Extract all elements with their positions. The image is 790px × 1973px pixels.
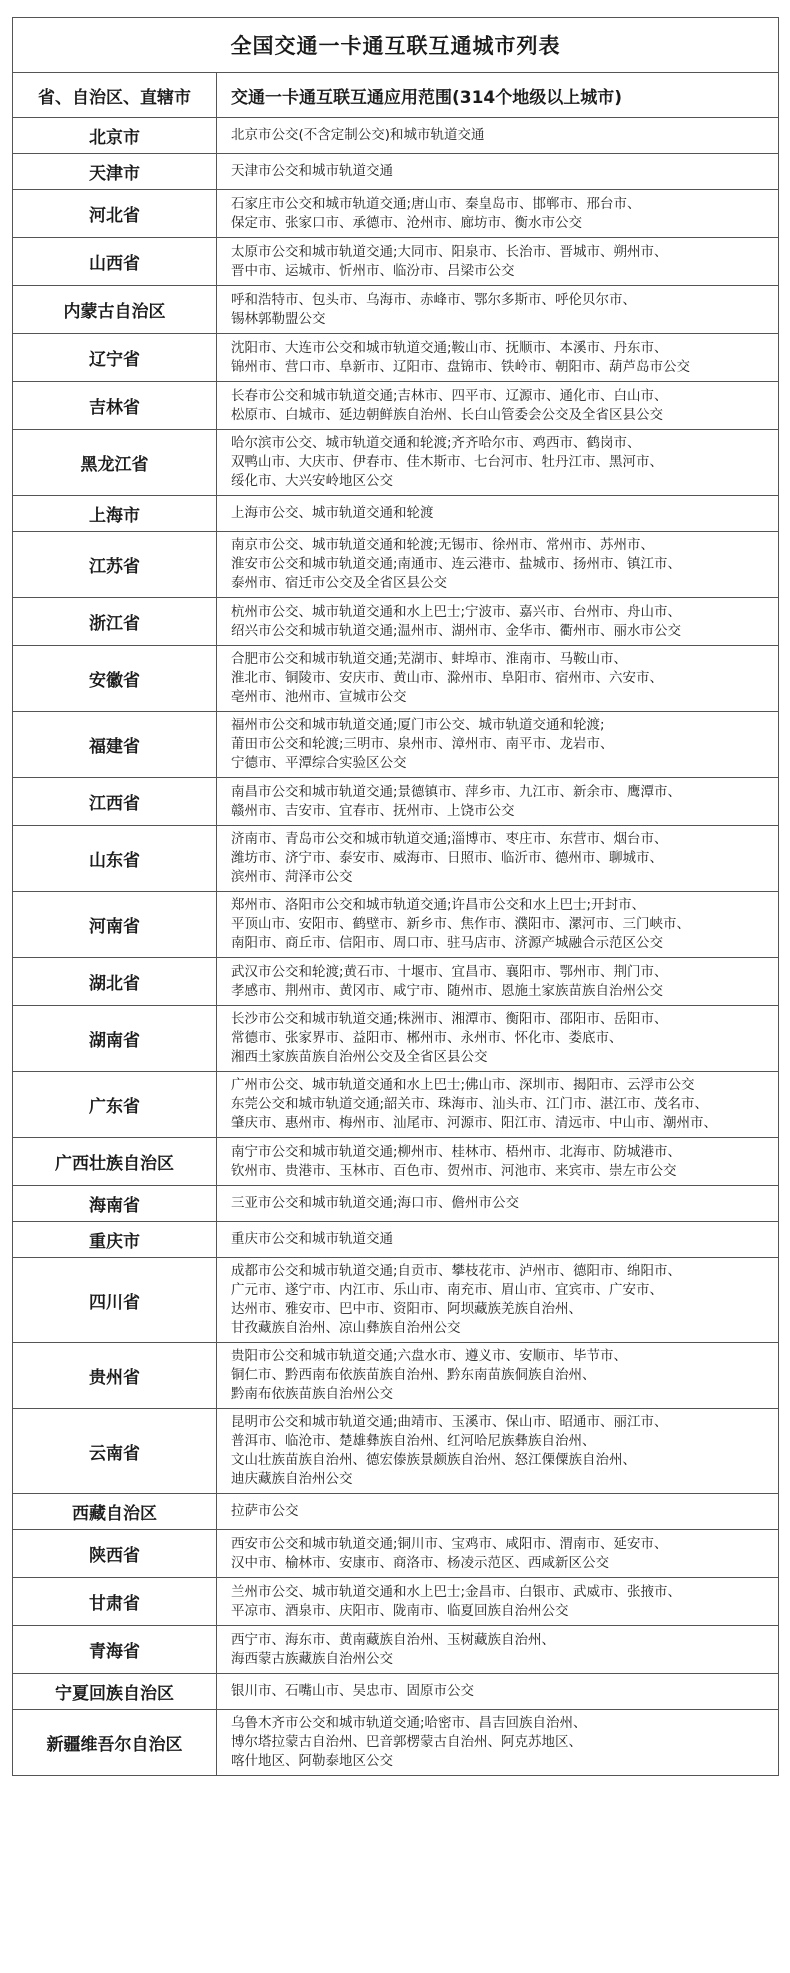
- region-scope: [217, 430, 779, 496]
- region-name: 宁夏回族自治区: [13, 1674, 217, 1710]
- scope-line: 东莞公交和城市轨道交通;韶关市、珠海市、汕头市、江门市、湛江市、茂名市、: [231, 1096, 709, 1112]
- scope-line: 兰州市公交、城市轨道交通和水上巴士;金昌市、白银市、武威市、张掖市、: [231, 1583, 682, 1600]
- scope-line: 保定市、张家口市、承德市、沧州市、廊坊市、衡水市公交: [231, 214, 582, 231]
- scope-line: 南宁市公交和城市轨道交通;柳州市、桂林市、梧州市、北海市、防城港市、: [231, 1143, 682, 1160]
- scope-line: 赣州市、吉安市、宜春市、抚州市、上饶市公交: [231, 802, 515, 819]
- table-row: [13, 1626, 779, 1674]
- scope-line: 武汉市公交和轮渡;黄石市、十堰市、宜昌市、襄阳市、鄂州市、荆门市、: [231, 963, 668, 980]
- region-scope: [217, 1578, 779, 1626]
- region-name: 山西省: [13, 238, 217, 286]
- scope-line: 亳州市、池州市、宣城市公交: [231, 689, 407, 705]
- table-row: [13, 1006, 779, 1072]
- region-scope: [217, 154, 779, 190]
- scope-line: 长春市公交和城市轨道交通;吉林市、四平市、辽源市、通化市、白山市、: [231, 387, 668, 404]
- scope-line: 锡林郭勒盟公交: [231, 310, 326, 327]
- region-scope: [217, 1530, 779, 1578]
- region-name: 安徽省: [13, 646, 217, 712]
- scope-line: 西安市公交和城市轨道交通;铜川市、宝鸡市、咸阳市、渭南市、延安市、: [231, 1535, 668, 1552]
- scope-line: 呼和浩特市、包头市、乌海市、赤峰市、鄂尔多斯市、呼伦贝尔市、: [231, 291, 636, 308]
- scope-line: 锦州市、营口市、阜新市、辽阳市、盘锦市、铁岭市、朝阳市、葫芦岛市公交: [231, 358, 690, 375]
- scope-line: 平顶山市、安阳市、鹤壁市、新乡市、焦作市、濮阳市、漯河市、三门峡市、: [231, 916, 690, 932]
- scope-line: 汉中市、榆林市、安康市、商洛市、杨凌示范区、西咸新区公交: [231, 1554, 609, 1571]
- region-name: 江西省: [13, 778, 217, 826]
- table-row: [13, 712, 779, 778]
- table-row: [13, 430, 779, 496]
- region-scope: [217, 778, 779, 826]
- scope-line: 淮安市公交和城市轨道交通;南通市、连云港市、盐城市、扬州市、镇江市、: [231, 556, 682, 572]
- scope-line: 湘西土家族苗族自治州公交及全省区县公交: [231, 1049, 488, 1065]
- region-name: 北京市: [13, 118, 217, 154]
- region-name: 内蒙古自治区: [13, 286, 217, 334]
- region-name: 四川省: [13, 1258, 217, 1343]
- table-row: [13, 1072, 779, 1138]
- scope-line: 郑州市、洛阳市公交和城市轨道交通;许昌市公交和水上巴士;开封市、: [231, 897, 646, 913]
- table-title: 全国交通一卡通互联互通城市列表: [13, 18, 779, 73]
- scope-line: 福州市公交和城市轨道交通;厦门市公交、城市轨道交通和轮渡;: [231, 717, 605, 733]
- region-name: 广东省: [13, 1072, 217, 1138]
- region-scope: [217, 238, 779, 286]
- region-name: 山东省: [13, 826, 217, 892]
- region-name: 海南省: [13, 1186, 217, 1222]
- table-row: [13, 646, 779, 712]
- table-row: [13, 892, 779, 958]
- scope-line: 长沙市公交和城市轨道交通;株洲市、湘潭市、衡阳市、邵阳市、岳阳市、: [231, 1011, 668, 1027]
- scope-line: 滨州市、菏泽市公交: [231, 869, 353, 885]
- scope-line: 银川市、石嘴山市、吴忠市、固原市公交: [231, 1683, 474, 1699]
- table-row: [13, 1674, 779, 1710]
- table-row: [13, 826, 779, 892]
- table-row: [13, 238, 779, 286]
- scope-line: 钦州市、贵港市、玉林市、百色市、贺州市、河池市、来宾市、崇左市公交: [231, 1162, 677, 1179]
- table-row: [13, 532, 779, 598]
- scope-line: 铜仁市、黔西南布依族苗族自治州、黔东南苗族侗族自治州、: [231, 1367, 596, 1383]
- region-name: 云南省: [13, 1409, 217, 1494]
- region-name: 新疆维吾尔自治区: [13, 1710, 217, 1776]
- scope-line: 肇庆市、惠州市、梅州市、汕尾市、河源市、阳江市、清远市、中山市、潮州市、: [231, 1115, 717, 1131]
- scope-line: 贵阳市公交和城市轨道交通;六盘水市、遵义市、安顺市、毕节市、: [231, 1348, 628, 1364]
- table-row: [13, 334, 779, 382]
- scope-line: 北京市公交(不含定制公交)和城市轨道交通: [231, 127, 485, 143]
- scope-line: 迪庆藏族自治州公交: [231, 1471, 353, 1487]
- scope-line: 松原市、白城市、延边朝鲜族自治州、长白山管委会公交及全省区县公交: [231, 406, 663, 423]
- scope-line: 南阳市、商丘市、信阳市、周口市、驻马店市、济源产城融合示范区公交: [231, 935, 663, 951]
- region-scope: [217, 1674, 779, 1710]
- region-name: 辽宁省: [13, 334, 217, 382]
- scope-line: 合肥市公交和城市轨道交通;芜湖市、蚌埠市、淮南市、马鞍山市、: [231, 651, 628, 667]
- scope-line: 重庆市公交和城市轨道交通: [231, 1231, 393, 1247]
- region-name: 江苏省: [13, 532, 217, 598]
- region-scope: [217, 1258, 779, 1343]
- city-list-table: [12, 17, 779, 1776]
- table-row: [13, 1530, 779, 1578]
- table-row: [13, 1258, 779, 1343]
- scope-line: 济南市、青岛市公交和城市轨道交通;淄博市、枣庄市、东营市、烟台市、: [231, 831, 668, 847]
- scope-line: 拉萨市公交: [231, 1503, 299, 1519]
- scope-line: 双鸭山市、大庆市、伊春市、佳木斯市、七台河市、牡丹江市、黑河市、: [231, 454, 663, 470]
- scope-line: 甘孜藏族自治州、凉山彝族自治州公交: [231, 1320, 461, 1336]
- region-scope: [217, 892, 779, 958]
- region-name: 河北省: [13, 190, 217, 238]
- region-name: 青海省: [13, 1626, 217, 1674]
- region-scope: [217, 1626, 779, 1674]
- scope-line: 达州市、雅安市、巴中市、资阳市、阿坝藏族羌族自治州、: [231, 1301, 582, 1317]
- scope-line: 乌鲁木齐市公交和城市轨道交通;哈密市、昌吉回族自治州、: [231, 1715, 587, 1731]
- table-row: [13, 1138, 779, 1186]
- region-scope: [217, 286, 779, 334]
- region-scope: [217, 646, 779, 712]
- scope-line: 哈尔滨市公交、城市轨道交通和轮渡;齐齐哈尔市、鸡西市、鹤岗市、: [231, 435, 641, 451]
- scope-line: 南京市公交、城市轨道交通和轮渡;无锡市、徐州市、常州市、苏州市、: [231, 537, 655, 553]
- table-row: [13, 778, 779, 826]
- scope-line: 天津市公交和城市轨道交通: [231, 163, 393, 179]
- region-name: 西藏自治区: [13, 1494, 217, 1530]
- table-row: [13, 154, 779, 190]
- region-scope: [217, 382, 779, 430]
- region-scope: [217, 1072, 779, 1138]
- region-scope: [217, 118, 779, 154]
- region-scope: [217, 1343, 779, 1409]
- scope-line: 淮北市、铜陵市、安庆市、黄山市、滁州市、阜阳市、宿州市、六安市、: [231, 670, 663, 686]
- header-scope: 交通一卡通互联互通应用范围(314个地级以上城市): [217, 73, 779, 118]
- region-scope: [217, 826, 779, 892]
- scope-line: 海西蒙古族藏族自治州公交: [231, 1650, 393, 1667]
- region-name: 天津市: [13, 154, 217, 190]
- region-scope: [217, 496, 779, 532]
- scope-line: 太原市公交和城市轨道交通;大同市、阳泉市、长治市、晋城市、朔州市、: [231, 243, 668, 260]
- region-name: 贵州省: [13, 1343, 217, 1409]
- table-row: [13, 958, 779, 1006]
- scope-line: 喀什地区、阿勒泰地区公交: [231, 1753, 393, 1769]
- region-name: 吉林省: [13, 382, 217, 430]
- region-name: 重庆市: [13, 1222, 217, 1258]
- region-name: 福建省: [13, 712, 217, 778]
- scope-line: 绥化市、大兴安岭地区公交: [231, 473, 393, 489]
- scope-line: 常德市、张家界市、益阳市、郴州市、永州市、怀化市、娄底市、: [231, 1030, 623, 1046]
- scope-line: 杭州市公交、城市轨道交通和水上巴士;宁波市、嘉兴市、台州市、舟山市、: [231, 603, 682, 620]
- region-scope: [217, 1409, 779, 1494]
- scope-line: 西宁市、海东市、黄南藏族自治州、玉树藏族自治州、: [231, 1631, 555, 1648]
- region-name: 浙江省: [13, 598, 217, 646]
- scope-line: 广州市公交、城市轨道交通和水上巴士;佛山市、深圳市、揭阳市、云浮市公交: [231, 1077, 695, 1093]
- region-name: 湖南省: [13, 1006, 217, 1072]
- scope-line: 泰州市、宿迁市公交及全省区县公交: [231, 575, 447, 591]
- scope-line: 平凉市、酒泉市、庆阳市、陇南市、临夏回族自治州公交: [231, 1602, 569, 1619]
- scope-line: 南昌市公交和城市轨道交通;景德镇市、萍乡市、九江市、新余市、鹰潭市、: [231, 783, 682, 800]
- table-row: [13, 1222, 779, 1258]
- region-scope: [217, 1222, 779, 1258]
- region-name: 甘肃省: [13, 1578, 217, 1626]
- region-scope: [217, 1494, 779, 1530]
- region-name: 广西壮族自治区: [13, 1138, 217, 1186]
- table-row: [13, 1494, 779, 1530]
- region-scope: [217, 1006, 779, 1072]
- scope-line: 石家庄市公交和城市轨道交通;唐山市、秦皇岛市、邯郸市、邢台市、: [231, 195, 641, 212]
- region-scope: [217, 1138, 779, 1186]
- scope-line: 宁德市、平潭综合实验区公交: [231, 755, 407, 771]
- scope-line: 文山壮族苗族自治州、德宏傣族景颇族自治州、怒江傈僳族自治州、: [231, 1452, 636, 1468]
- region-name: 黑龙江省: [13, 430, 217, 496]
- region-scope: [217, 532, 779, 598]
- scope-line: 莆田市公交和轮渡;三明市、泉州市、漳州市、南平市、龙岩市、: [231, 736, 614, 752]
- scope-line: 博尔塔拉蒙古自治州、巴音郭楞蒙古自治州、阿克苏地区、: [231, 1734, 582, 1750]
- table-row: [13, 382, 779, 430]
- region-name: 上海市: [13, 496, 217, 532]
- scope-line: 成都市公交和城市轨道交通;自贡市、攀枝花市、泸州市、德阳市、绵阳市、: [231, 1263, 682, 1279]
- scope-line: 绍兴市公交和城市轨道交通;温州市、湖州市、金华市、衢州市、丽水市公交: [231, 622, 682, 639]
- region-scope: [217, 1710, 779, 1776]
- table-row: [13, 1578, 779, 1626]
- table-row: [13, 286, 779, 334]
- table-body: [13, 118, 779, 1776]
- region-name: 河南省: [13, 892, 217, 958]
- region-scope: [217, 598, 779, 646]
- scope-line: 三亚市公交和城市轨道交通;海口市、儋州市公交: [231, 1195, 520, 1211]
- region-name: 陕西省: [13, 1530, 217, 1578]
- scope-line: 沈阳市、大连市公交和城市轨道交通;鞍山市、抚顺市、本溪市、丹东市、: [231, 339, 668, 356]
- scope-line: 孝感市、荆州市、黄冈市、咸宁市、随州市、恩施土家族苗族自治州公交: [231, 982, 663, 999]
- table-row: [13, 1409, 779, 1494]
- region-scope: [217, 1186, 779, 1222]
- region-scope: [217, 958, 779, 1006]
- table-row: [13, 598, 779, 646]
- header-region: 省、自治区、直辖市: [13, 73, 217, 118]
- region-scope: [217, 190, 779, 238]
- region-scope: [217, 712, 779, 778]
- table-row: [13, 1186, 779, 1222]
- scope-line: 广元市、遂宁市、内江市、乐山市、南充市、眉山市、宜宾市、广安市、: [231, 1282, 663, 1298]
- header-row: [13, 73, 779, 118]
- title-row: [13, 18, 779, 73]
- table-row: [13, 1343, 779, 1409]
- city-list-document: [12, 17, 778, 1776]
- table-row: [13, 496, 779, 532]
- scope-line: 晋中市、运城市、忻州市、临汾市、吕梁市公交: [231, 262, 515, 279]
- table-row: [13, 190, 779, 238]
- scope-line: 普洱市、临沧市、楚雄彝族自治州、红河哈尼族彝族自治州、: [231, 1433, 596, 1449]
- region-name: 湖北省: [13, 958, 217, 1006]
- scope-line: 昆明市公交和城市轨道交通;曲靖市、玉溪市、保山市、昭通市、丽江市、: [231, 1414, 668, 1430]
- region-scope: [217, 334, 779, 382]
- scope-line: 黔南布依族苗族自治州公交: [231, 1386, 393, 1402]
- table-row: [13, 118, 779, 154]
- scope-line: 上海市公交、城市轨道交通和轮渡: [231, 505, 434, 521]
- table-row: [13, 1710, 779, 1776]
- scope-line: 潍坊市、济宁市、泰安市、威海市、日照市、临沂市、德州市、聊城市、: [231, 850, 663, 866]
